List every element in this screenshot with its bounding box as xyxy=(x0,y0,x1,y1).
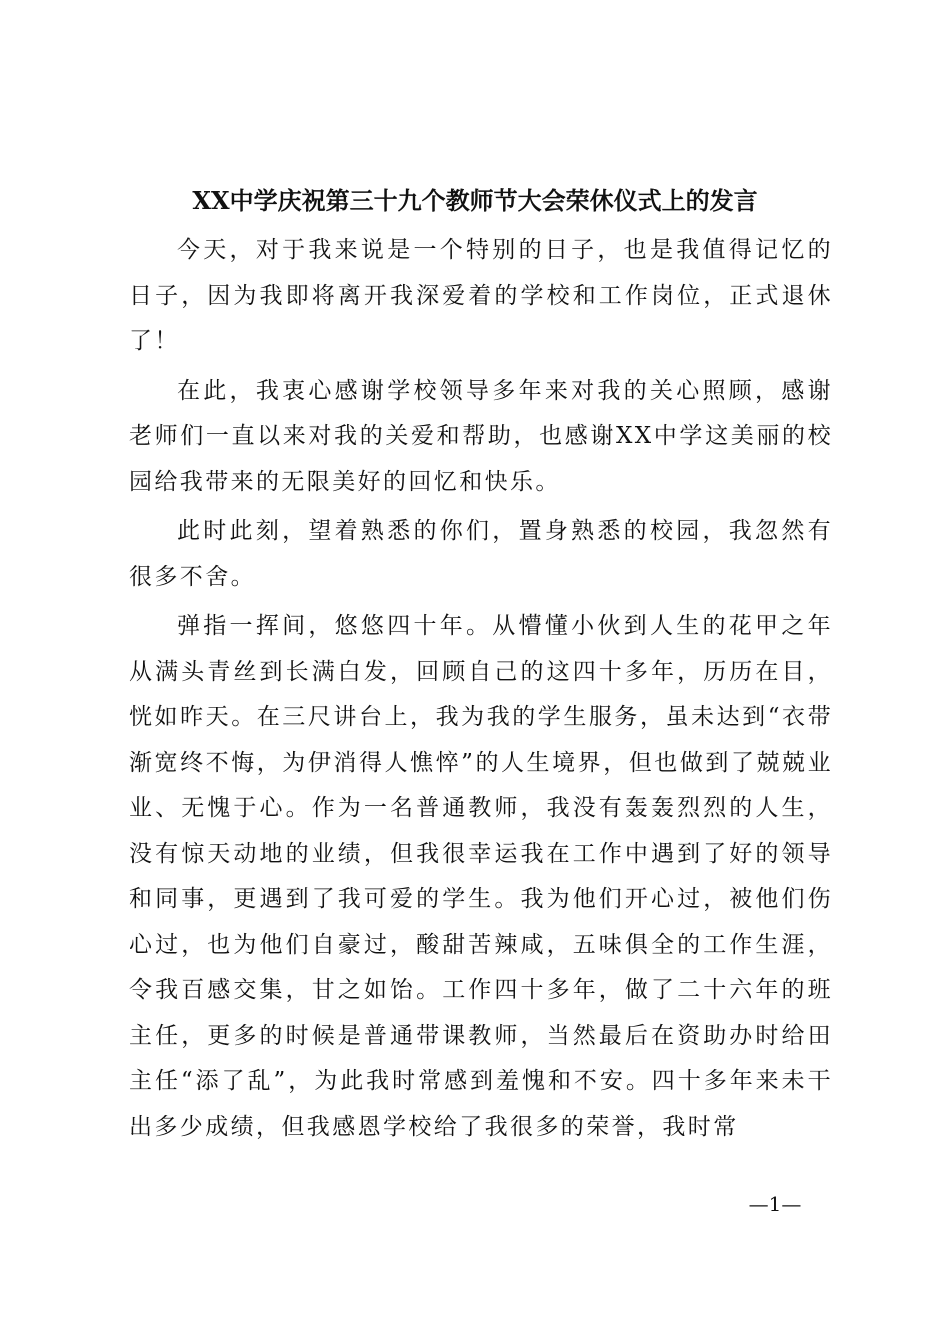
paragraph: 弹指一挥间，悠悠四十年。从懵懂小伙到人生的花甲之年从满头青丝到长满白发，回顾自己的这四十多年，历历在目，恍如昨天。在三尺讲台上，我为我的学生服务，虽未达到“衣带渐宽终不悔，为伊消得人憔悴”的人生境界，但也做到了兢兢业业、无愧于心。作为一名普通教师，我没有轰轰烈烈的人生，没有惊天动地的业绩，但我很幸运我在工作中遇到了好的领导和同事，更遇到了我可爱的学生。我为他们开心过，被他们伤心过，也为他们自豪过，酸甜苦辣咸，五味俱全的工作生涯，令我百感交集，甘之如饴。工作四十多年，做了二十六年的班主任，更多的时候是普通带课教师，当然最后在资助办时给田主任“添了乱”，为此我时常感到羞愧和不安。四十多年来未干出多少成绩，但我感恩学校给了我很多的荣誉，我时常 xyxy=(129,613,833,1140)
paragraph: 此时此刻，望着熟悉的你们，置身熟悉的校园，我忽然有很多不舍。 xyxy=(129,518,833,590)
document-body xyxy=(129,228,833,1154)
page-number: —1— xyxy=(748,1192,802,1216)
paragraph: 在此，我衷心感谢学校领导多年来对我的关心照顾，感谢老师们一直以来对我的关爱和帮助，也感谢XX中学这美丽的校园给我带来的无限美好的回忆和快乐。 xyxy=(129,377,833,495)
paragraph: 今天，对于我来说是一个特别的日子，也是我值得记忆的日子，因为我即将离开我深爱着的学校和工作岗位，正式退休了！ xyxy=(129,237,833,354)
document-title: XX中学庆祝第三十九个教师节大会荣休仪式上的发言 xyxy=(192,186,758,215)
